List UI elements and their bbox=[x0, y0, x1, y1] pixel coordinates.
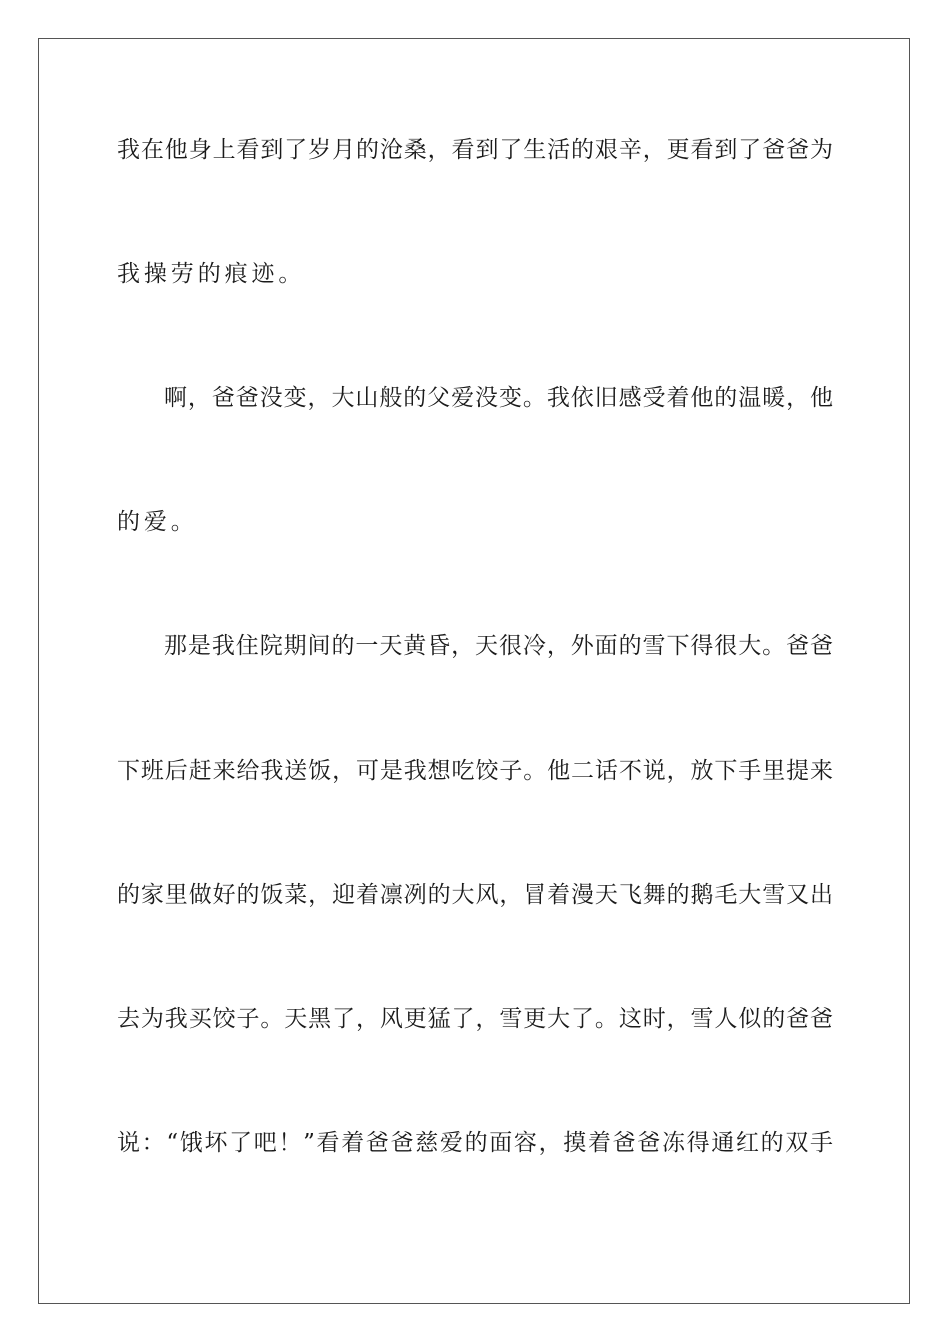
text-line: 去为我买饺子。天黑了，风更猛了，雪更大了。这时，雪人似的爸爸 bbox=[117, 1006, 833, 1032]
page-border bbox=[38, 38, 910, 1304]
text-line: 说：“饿坏了吧！”看着爸爸慈爱的面容，摸着爸爸冻得通红的双手 bbox=[117, 1130, 833, 1156]
text-line: 下班后赶来给我送饭，可是我想吃饺子。他二话不说，放下手里提来 bbox=[117, 758, 833, 784]
paragraph-start-line: 啊，爸爸没变，大山般的父爱没变。我依旧感受着他的温暖，他 bbox=[164, 385, 833, 411]
text-line: 我在他身上看到了岁月的沧桑，看到了生活的艰辛，更看到了爸爸为 bbox=[117, 137, 833, 163]
paragraph-start-line: 那是我住院期间的一天黄昏，天很冷，外面的雪下得很大。爸爸 bbox=[164, 633, 833, 659]
text-line: 的爱。 bbox=[117, 509, 198, 535]
text-line: 我操劳的痕迹。 bbox=[117, 261, 306, 287]
text-line: 的家里做好的饭菜，迎着凛冽的大风，冒着漫天飞舞的鹅毛大雪又出 bbox=[117, 882, 833, 908]
